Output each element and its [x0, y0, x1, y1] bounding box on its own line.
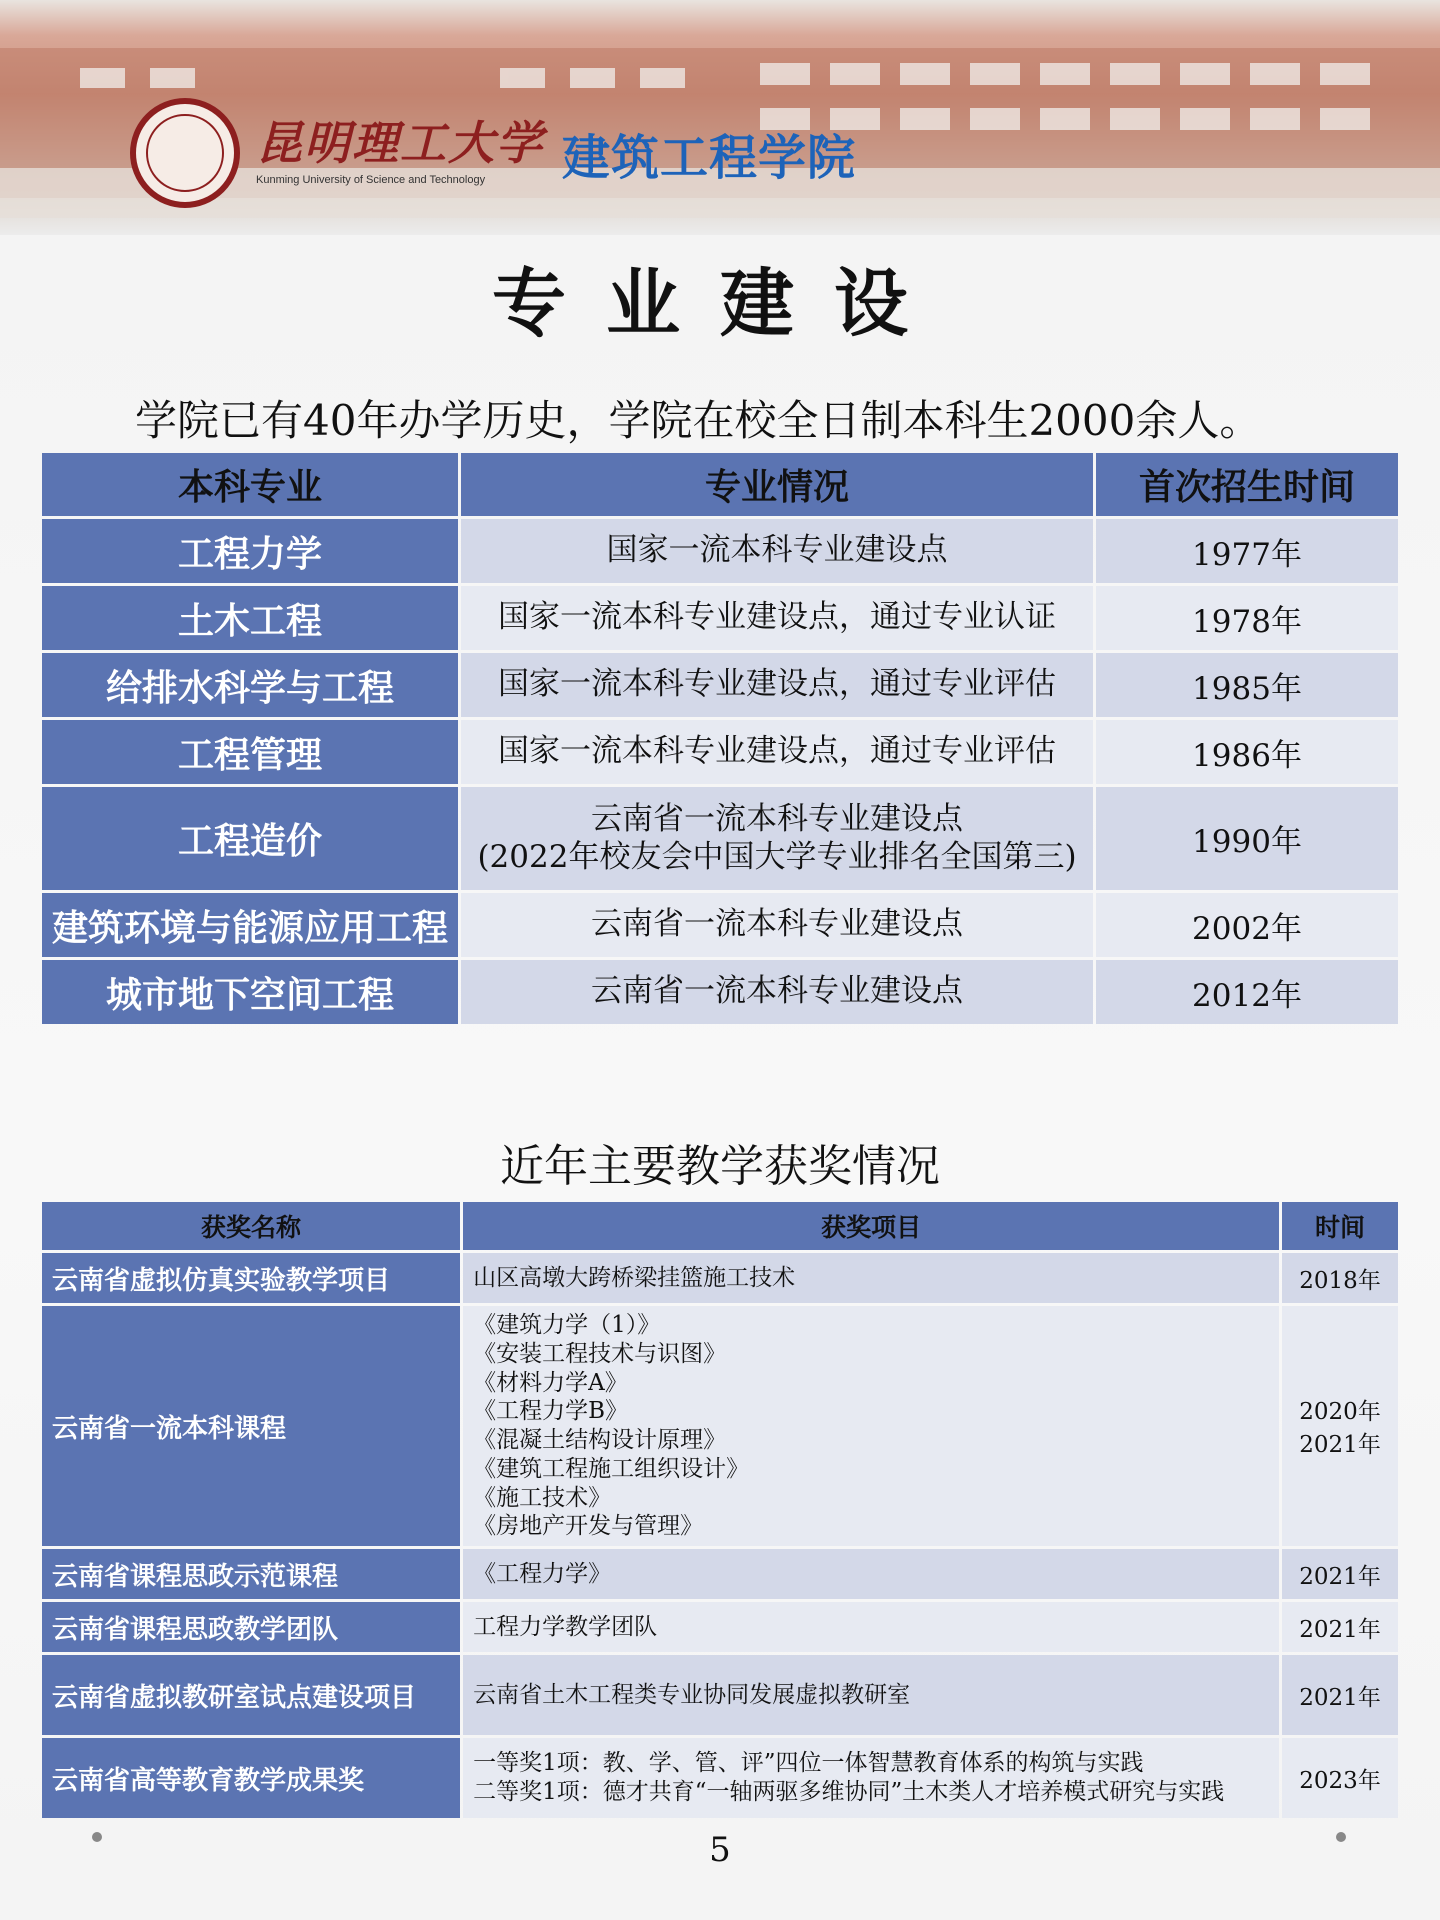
table-row — [42, 586, 1398, 650]
award-name: 云南省高等教育教学成果奖 — [42, 1738, 460, 1818]
award-project-line: 一等奖1项：教、学、管、评”四位一体智慧教育体系的构筑与实践 — [473, 1750, 1144, 1777]
major-desc — [461, 720, 1093, 784]
major-desc — [461, 519, 1093, 583]
major-desc — [461, 653, 1093, 717]
major-desc-line: 国家一流本科专业建设点，通过专业认证 — [498, 599, 1056, 636]
award-time — [1282, 1602, 1398, 1652]
award-project-line: 工程力学教学团队 — [473, 1613, 658, 1640]
award-time — [1282, 1253, 1398, 1303]
award-project-line: 《房地产开发与管理》 — [473, 1513, 704, 1540]
award-time-line: 2021年 — [1299, 1432, 1381, 1458]
award-name: 云南省一流本科课程 — [42, 1306, 460, 1546]
table-row — [42, 1549, 1398, 1599]
major-name: 土木工程 — [42, 586, 458, 650]
award-project-line: 《建筑力学（1）》 — [473, 1312, 661, 1338]
award-project — [463, 1253, 1279, 1303]
major-year: 1990年 — [1096, 787, 1398, 890]
college-name: 建筑工程学院 — [562, 129, 857, 186]
award-project-line: 《施工技术》 — [473, 1484, 612, 1511]
majors-body — [42, 519, 1398, 1024]
table-row — [42, 519, 1398, 583]
major-name: 建筑环境与能源应用工程 — [42, 893, 458, 957]
awards-body — [42, 1253, 1398, 1818]
major-desc-line: 国家一流本科专业建设点 — [606, 532, 948, 569]
award-time-line: 2021年 — [1299, 1616, 1381, 1643]
major-name: 给排水科学与工程 — [42, 653, 458, 717]
major-desc — [461, 960, 1093, 1024]
major-desc — [461, 787, 1093, 890]
table-row — [42, 653, 1398, 717]
table-row — [42, 1655, 1398, 1735]
awards-header-name: 获奖名称 — [42, 1202, 460, 1250]
award-project — [463, 1306, 1279, 1546]
award-time — [1282, 1549, 1398, 1599]
majors-header-year: 首次招生时间 — [1096, 453, 1398, 516]
university-name-en: Kunming University of Science and Technology — [256, 174, 486, 186]
major-desc — [461, 586, 1093, 650]
major-year: 1977年 — [1096, 519, 1398, 583]
award-project-line: 《混凝土结构设计原理》 — [473, 1427, 727, 1453]
table-row — [42, 720, 1398, 784]
major-year: 1978年 — [1096, 586, 1398, 650]
major-name: 工程力学 — [42, 519, 458, 583]
majors-header-desc: 专业情况 — [461, 453, 1093, 516]
award-project-line: 云南省土木工程类专业协同发展虚拟教研室 — [473, 1681, 911, 1708]
awards-header-project: 获奖项目 — [463, 1202, 1279, 1250]
awards-header-time: 时间 — [1282, 1202, 1398, 1250]
awards-title: 近年主要教学获奖情况 — [500, 1141, 940, 1192]
major-name: 工程造价 — [42, 787, 458, 890]
award-time-line: 2023年 — [1299, 1767, 1381, 1794]
major-name: 工程管理 — [42, 720, 458, 784]
table-row — [42, 1253, 1398, 1303]
table-row — [42, 787, 1398, 890]
page-title: 专业建设 — [492, 261, 948, 347]
major-desc — [461, 893, 1093, 957]
major-desc-line: (2022年校友会中国大学专业排名全国第三) — [477, 838, 1077, 875]
award-project — [463, 1602, 1279, 1652]
award-time-line: 2018年 — [1299, 1267, 1381, 1294]
award-project-line: 《工程力学》 — [473, 1560, 612, 1587]
majors-table — [39, 450, 1401, 1027]
major-year: 1985年 — [1096, 653, 1398, 717]
award-project — [463, 1549, 1279, 1599]
majors-header-name: 本科专业 — [42, 453, 458, 516]
award-time — [1282, 1306, 1398, 1546]
university-seal-icon — [130, 98, 240, 208]
awards-table — [39, 1199, 1401, 1821]
major-name: 城市地下空间工程 — [42, 960, 458, 1024]
major-year: 2002年 — [1096, 893, 1398, 957]
award-time — [1282, 1738, 1398, 1818]
major-year: 2012年 — [1096, 960, 1398, 1024]
table-row — [42, 1738, 1398, 1818]
award-project-line: 二等奖1项：德才共育“一轴两驱多维协同”土木类人才培养模式研究与实践 — [473, 1779, 1225, 1805]
university-name: 昆明理工大学 — [256, 116, 544, 170]
award-project-line: 山区高墩大跨桥梁挂篮施工技术 — [473, 1264, 796, 1291]
award-time-line: 2021年 — [1299, 1684, 1381, 1711]
university-logo — [130, 98, 856, 208]
table-row — [42, 893, 1398, 957]
major-desc-line: 国家一流本科专业建设点，通过专业评估 — [498, 666, 1056, 703]
table-row — [42, 1306, 1398, 1546]
award-name: 云南省虚拟教研室试点建设项目 — [42, 1655, 460, 1735]
header-banner — [0, 0, 1440, 235]
major-desc-line: 国家一流本科专业建设点，通过专业评估 — [498, 733, 1056, 770]
major-desc-line: 云南省一流本科专业建设点 — [591, 973, 963, 1010]
major-desc-line: 云南省一流本科专业建设点 — [591, 906, 963, 943]
award-project-line: 《工程力学B》 — [473, 1398, 628, 1425]
table-row — [42, 1602, 1398, 1652]
award-name: 云南省课程思政示范课程 — [42, 1549, 460, 1599]
major-year: 1986年 — [1096, 720, 1398, 784]
major-desc-line: 云南省一流本科专业建设点 — [591, 801, 963, 838]
award-project-line: 《材料力学A》 — [473, 1369, 628, 1396]
award-time — [1282, 1655, 1398, 1735]
award-project — [463, 1655, 1279, 1735]
award-project — [463, 1738, 1279, 1818]
intro-text: 学院已有40年办学历史，学院在校全日制本科生2000余人。 — [135, 396, 1262, 445]
award-time-line: 2021年 — [1299, 1563, 1381, 1590]
award-project-line: 《建筑工程施工组织设计》 — [473, 1455, 750, 1482]
table-row — [42, 960, 1398, 1024]
award-name: 云南省虚拟仿真实验教学项目 — [42, 1253, 460, 1303]
page-number: 5 — [709, 1830, 731, 1870]
award-name: 云南省课程思政教学团队 — [42, 1602, 460, 1652]
award-project-line: 《安装工程技术与识图》 — [473, 1340, 727, 1367]
award-time-line: 2020年 — [1299, 1399, 1381, 1425]
